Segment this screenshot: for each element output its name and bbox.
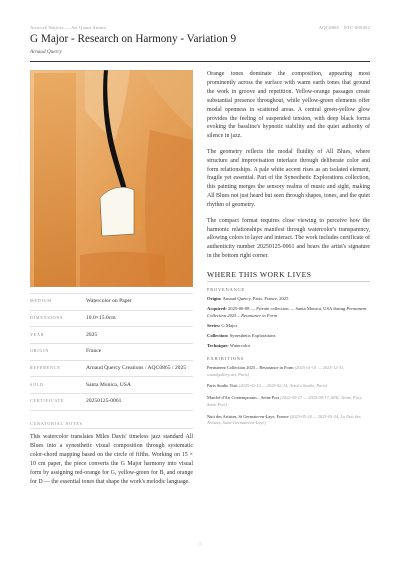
where-lives-heading: WHERE THIS WORK LIVES (207, 270, 312, 279)
page-title: G Major - Research on Harmony - Variation 9 (30, 33, 237, 45)
spec-row-dimensions (30, 311, 193, 328)
provenance-heading: PROVENANCE (207, 287, 245, 292)
artwork-description (207, 70, 370, 268)
provenance-origin (207, 296, 370, 303)
provenance-exhibition-name: Permanent Collection 2025 – Resonance in Form (207, 305, 367, 318)
provenance-acquired (207, 306, 370, 320)
description-paragraph: Orange tones dominate the composition, appearing most prominently across the surface with warm earth tones that ground the work in groove and repetition. Yellow-orange passages create substantial presence throughout, while yellow-green elements offer modal openness in scattered areas. A central green-yellow glow provides the feeling of suspended tension, with deep black forms evoking the bassline's hypnotic stability and the quiet authority of silence in jazz. (207, 71, 370, 140)
exhibition-item (207, 395, 370, 408)
exhibitions-heading: EXHIBITIONS (207, 356, 245, 361)
spec-row-origin (30, 344, 193, 361)
spec-value: Arnaud Quercy Creations / AQC0865 / 2025 (86, 365, 187, 372)
spec-key: REFERENCE (30, 365, 61, 371)
artwork-image (30, 70, 193, 287)
provenance-label: Origin: (207, 296, 222, 301)
spec-value: Watercolor on Paper (86, 298, 132, 305)
provenance-list (207, 296, 370, 353)
spec-row-year (30, 327, 193, 344)
provenance-label: Technique: (207, 342, 229, 348)
top-bar (30, 25, 370, 30)
spec-value: Santa Monica, USA (86, 381, 131, 388)
curatorial-divider (30, 428, 193, 429)
provenance-text: G Major (221, 322, 238, 328)
exhibition-name: Paris Studio Visit (207, 383, 238, 389)
spec-key: CERTIFICATE (30, 398, 65, 404)
provenance-label: Acquired: (207, 305, 227, 311)
series-label: Artwork Notices — Art Quant Anima (30, 25, 106, 30)
exhibition-item (207, 414, 370, 427)
spec-row-reference (30, 361, 193, 378)
provenance-text: Synesthetic Explorations (229, 332, 276, 338)
exhibition-meta: (2022-09-17 — 2025-09-17, MAC Seine, Pory Seine Pori) (207, 395, 362, 407)
exhibition-meta: (2025-01-01 — 2025-12-31, soundgallery.art, Paris) (207, 365, 345, 377)
spec-row-certificate (30, 394, 193, 411)
exhibition-name: Nuit des Artistes, St Germain-en-Laye, France (207, 413, 289, 419)
exhibition-meta: (2025-02-10 — 2025-02-14, Artist's Studio, Paris) (238, 383, 328, 389)
curatorial-notes-body: This watercolor translates Miles Davis' timeless jazz standard All Blues into a synesthetic visual composition through systematic color-chord mapping based on the circle of fifths. Working on 15 × 10 cm paper, the piece converts the G Major harmony into visual form by assigning red-orange for G, yellow-green for B, and orange for D — the essential tones that shape the work's melodic language. (30, 434, 193, 485)
spec-key: ORIGIN (30, 348, 50, 354)
provenance-text: 2025-06-08 — Private collection — Santa Monica, USA during (227, 305, 346, 311)
provenance-collection (207, 333, 370, 340)
spec-value: 20250125-0061 (86, 398, 122, 405)
spec-value: France (86, 348, 102, 355)
header-divider (30, 61, 370, 62)
reference-code: AQC0865 · NTC-000462 (318, 25, 370, 30)
provenance-text: Watercolor (229, 342, 251, 348)
spec-value: 2025 (86, 331, 98, 338)
spec-row-sold (30, 377, 193, 394)
exhibition-name: Marché d'Art Contemporain – Seine Pori (207, 395, 280, 401)
spec-row-medium (30, 293, 193, 311)
where-lives-divider (207, 281, 370, 282)
spec-key: MEDIUM (30, 298, 52, 304)
curatorial-notes-heading: CURATORIAL NOTES (30, 421, 83, 426)
spec-key: DIMENSIONS (30, 314, 64, 320)
exhibition-item (207, 383, 370, 390)
spec-table (30, 293, 193, 411)
provenance-label: Collection: (207, 332, 229, 338)
exhibition-meta: (2025-05-24 — 2025-05-24, La Nuit des Artistes, Saint-Germain-en-Laye) (207, 413, 361, 426)
spec-key: SOLD (30, 381, 44, 387)
provenance-label: Series: (207, 322, 221, 328)
provenance-series (207, 323, 370, 330)
artist-name: Arnaud Quercy (30, 49, 62, 55)
spec-value: 10.0×15.0cm (86, 314, 116, 321)
description-paragraph: The geometry reflects the modal fluidity of All Blues, where structure and improvisation interlace through deliberate color and form relationships. A pale white accent rises as an isolated element, fragile yet essential. Part of the Synesthetic Explorations collection, this painting merges the sensory realms of music and sight, making All Blues not just heard but seen through shapes, tones, and the quiet rhythm of geometry. (207, 148, 370, 209)
exhibitions-list (207, 365, 370, 432)
spec-key: YEAR (30, 331, 45, 337)
description-paragraph: The compact format requires close viewing to perceive how the harmonic relationships manifest through watercolor's transparency, allowing colors to layer and interact. The work includes certificate of authenticity number 20250125-0061 and bears the artist's signature in the bottom right corner. (207, 217, 370, 260)
provenance-technique (207, 343, 370, 350)
exhibition-item (207, 365, 370, 378)
page-number: 1 (198, 541, 202, 546)
exhibition-name: Permanent Collection 2025 – Resonance in Form (207, 365, 294, 370)
provenance-text: Arnaud Quercy, Paris, France, 2025 (222, 296, 289, 301)
